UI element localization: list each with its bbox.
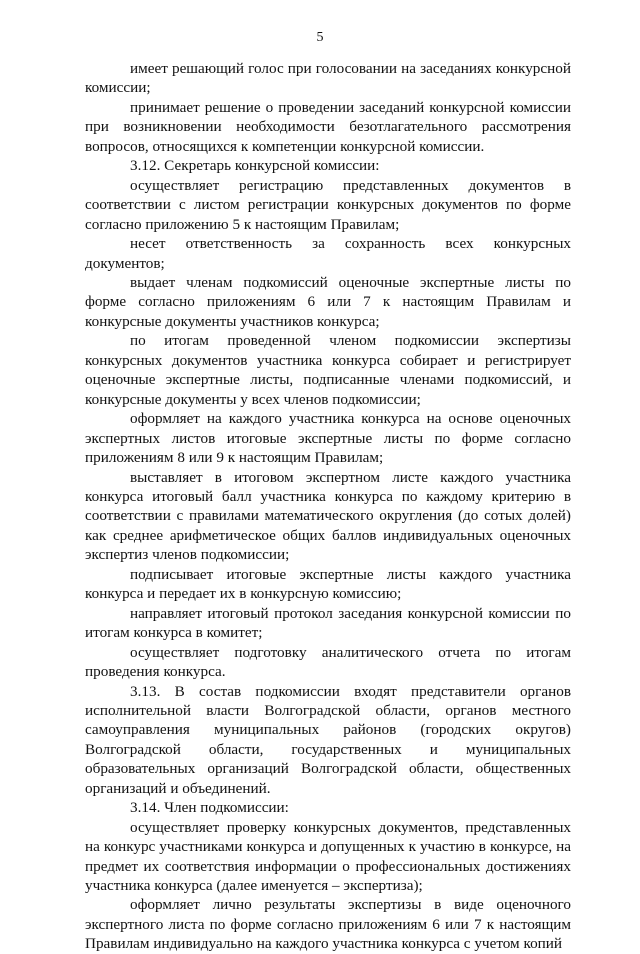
paragraph: направляет итоговый протокол заседания конкурсной комиссии по итогам конкурса в комитет; [85,604,571,642]
paragraph: подписывает итоговые экспертные листы каждого участника конкурса и передает их в конкурсную комиссию; [85,565,571,603]
paragraph: оформляет на каждого участника конкурса на основе оценочных экспертных листов итоговые экспертные листы по форме согласно приложениям 8 или 9 к настоящим Правилам; [85,410,571,467]
paragraph: имеет решающий голос при голосовании на заседаниях конкурсной комиссии; [85,60,571,97]
document-body [85,59,571,954]
paragraph: выдает членам подкомиссий оценочные экспертные листы по форме согласно приложениям 6 или 7 к настоящим Правилам и конкурсные документы участников конкурса; [85,273,571,330]
paragraph: оформляет лично результаты экспертизы в виде оценочного экспертного листа по форме согласно приложениям 6 или 7 к настоящим Правилам индивидуально на каждого участника конкурса с учетом копий [85,896,571,953]
paragraph: осуществляет проверку конкурсных документов, представленных на конкурс участниками конкурса и допущенных к участию в конкурсе, на предмет их соответствия информации о профессиональных достижениях участника конкурса (далее именуется – экспертиза); [85,818,571,895]
paragraph: принимает решение о проведении заседаний конкурсной комиссии при возникновении необходимости безотлагательного рассмотрения вопросов, относящихся к компетенции конкурсной комиссии. [85,98,571,155]
paragraph: осуществляет подготовку аналитического отчета по итогам проведения конкурса. [85,643,571,681]
paragraph: несет ответственность за сохранность всех конкурсных документов; [85,235,571,272]
paragraph: выставляет в итоговом экспертном листе каждого участника конкурса итоговый балл участника конкурса по каждому критерию в соответствии с правилами математического округления (до сотых долей) как среднее арифметическое общих баллов индивидуальных оценочных экспертиз членов подкомиссии; [85,468,571,564]
section-paragraph-3-13: 3.13. В состав подкомиссии входят представители органов исполнительной власти Волгоградской области, органов местного самоуправления муниципальных районов (городских округов) Волгоградской области, государственных и муниципальных образовательных организаций Волгоградской области, общественных организаций и объединений. [85,682,571,797]
section-heading-3-14: 3.14. Член подкомиссии: [130,799,289,817]
paragraph: осуществляет регистрацию представленных документов в соответствии с листом регистрации конкурсных документов по форме согласно приложению 5 к настоящим Правилам; [85,176,571,233]
page-number: 5 [316,30,324,45]
paragraph: по итогам проведенной членом подкомиссии экспертизы конкурсных документов участника конкурса собирает и регистрирует оценочные экспертные листы, подписанные членами подкомиссий, и конкурсные документы у всех членов подкомиссии; [85,332,571,408]
section-heading-3-12: 3.12. Секретарь конкурсной комиссии: [130,157,380,175]
